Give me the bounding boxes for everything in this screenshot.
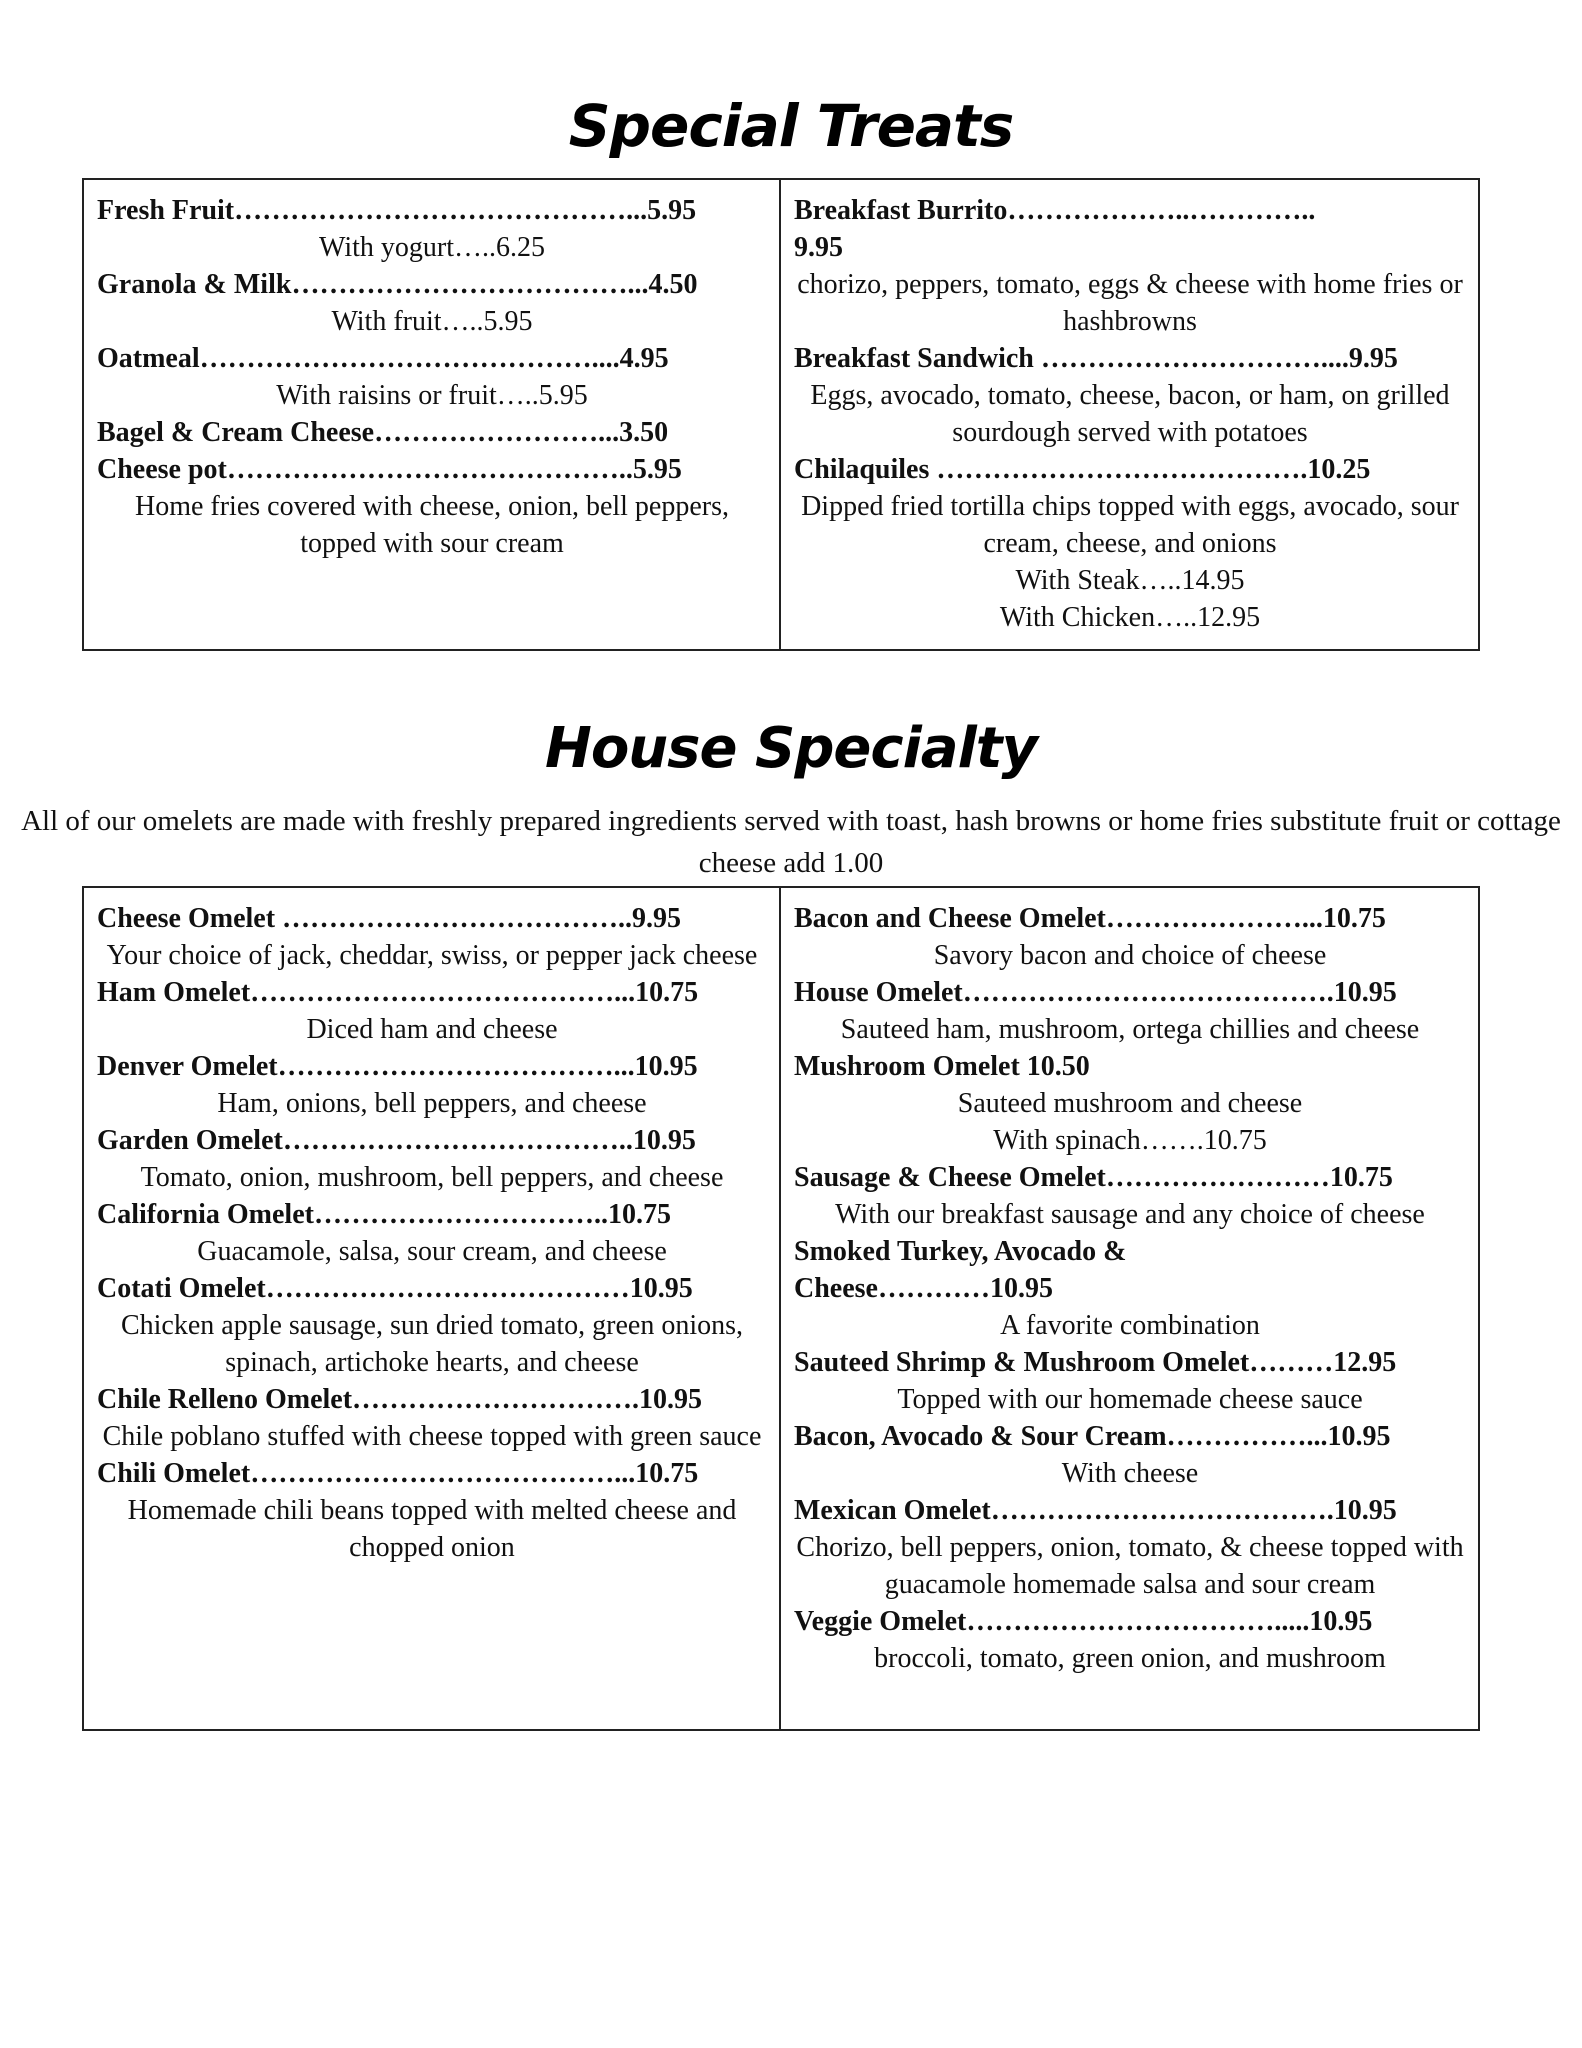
house-specialty-intro: All of our omelets are made with freshly prepared ingredients served with toast, hash browns or home fries substitute fruit or cottage cheese add 1.00 (21, 805, 1561, 879)
menu-item-description: Chorizo, bell peppers, onion, tomato, & cheese topped with guacamole homemade salsa and sour cream (796, 1532, 1464, 1600)
menu-item-name: Cheese pot……………………………………..5.95 (97, 454, 682, 485)
menu-item (794, 1492, 1466, 1603)
menu-item-name: Denver Omelet………………………………...10.95 (97, 1051, 698, 1082)
menu-item (794, 340, 1466, 451)
menu-item (794, 974, 1466, 1048)
menu-item-description: Topped with our homemade cheese sauce (897, 1384, 1363, 1415)
menu-item-description: With cheese (1061, 1458, 1199, 1489)
menu-item-description: Chile poblano stuffed with cheese topped with green sauce (102, 1421, 762, 1452)
menu-item-name: Sauteed Shrimp & Mushroom Omelet………12.95 (794, 1347, 1397, 1378)
menu-item-description: With our breakfast sausage and any choice of cheese (835, 1199, 1425, 1230)
menu-item (97, 1122, 767, 1196)
menu-item-name: Sausage & Cheese Omelet……………………10.75 (794, 1162, 1393, 1193)
house-specialty-table (82, 886, 1480, 1731)
menu-item (97, 974, 767, 1048)
menu-item (794, 1048, 1466, 1159)
menu-item-name: Mexican Omelet……………………………….10.95 (794, 1495, 1397, 1526)
menu-item (794, 1418, 1466, 1492)
menu-item-description: chorizo, peppers, tomato, eggs & cheese with home fries or hashbrowns (797, 269, 1463, 337)
menu-item-description: Sauteed ham, mushroom, ortega chillies and cheese (840, 1014, 1420, 1045)
menu-item-description: Savory bacon and choice of cheese (933, 940, 1327, 971)
menu-item-name: Chile Relleno Omelet………………………….10.95 (97, 1384, 703, 1415)
menu-item (97, 340, 767, 414)
menu-item (97, 1381, 767, 1455)
menu-item-description: Diced ham and cheese (306, 1014, 558, 1045)
house-specialty-title: House Specialty (544, 716, 1038, 781)
menu-item (97, 192, 767, 266)
menu-item-name: Garden Omelet………………………………..10.95 (97, 1125, 696, 1156)
menu-item-name: Breakfast Sandwich …………………………....9.95 (794, 343, 1398, 374)
menu-item-description: Guacamole, salsa, sour cream, and cheese (197, 1236, 667, 1267)
menu-item-description: Your choice of jack, cheddar, swiss, or pepper jack cheese (106, 940, 758, 971)
menu-item-description: Ham, onions, bell peppers, and cheese (217, 1088, 647, 1119)
menu-item-name: Cheese Omelet ………………………………..9.95 (97, 903, 682, 934)
menu-item-name: Mushroom Omelet 10.50 (794, 1051, 1090, 1082)
menu-item-description: Tomato, onion, mushroom, bell peppers, and cheese (140, 1162, 724, 1193)
menu-item (97, 266, 767, 340)
menu-item-name: Oatmeal……………………………………....4.95 (97, 343, 669, 374)
menu-item (97, 451, 767, 562)
special-treats-title: Special Treats (568, 92, 1014, 160)
menu-item-name: Breakfast Burrito………………..………….. 9.95 (794, 195, 1316, 263)
menu-item-name: California Omelet…………………………..10.75 (97, 1199, 671, 1230)
special-treats-table (82, 178, 1480, 651)
menu-item-name: Bacon, Avocado & Sour Cream……………...10.95 (794, 1421, 1391, 1452)
menu-item-name: Bacon and Cheese Omelet…………………...10.75 (794, 903, 1386, 934)
menu-item-name: Fresh Fruit……………………………………...5.95 (97, 195, 697, 226)
menu-item-name: Cotati Omelet…………………………………10.95 (97, 1273, 693, 1304)
menu-item-name: Chili Omelet…………………………………...10.75 (97, 1458, 699, 1489)
menu-item (794, 451, 1466, 636)
menu-item-description: Dipped fried tortilla chips topped with eggs, avocado, sour cream, cheese, and onions (801, 491, 1459, 559)
menu-item (794, 1159, 1466, 1233)
menu-item-description: With fruit…..5.95 (331, 306, 533, 337)
menu-item (97, 1270, 767, 1381)
special-treats-left-column (84, 180, 781, 649)
house-specialty-right-column (781, 888, 1478, 1729)
menu-item (97, 1048, 767, 1122)
menu-item-description: With raisins or fruit…..5.95 (276, 380, 588, 411)
menu-item-name: Chilaquiles ………………………………….10.25 (794, 454, 1371, 485)
menu-item-name: House Omelet………………………………….10.95 (794, 977, 1397, 1008)
menu-item-description: Eggs, avocado, tomato, cheese, bacon, or ham, on grilled sourdough served with potatoes (810, 380, 1450, 448)
menu-item (794, 1233, 1466, 1344)
menu-item-description: With spinach…….10.75 (993, 1125, 1267, 1156)
menu-item-description: With yogurt…..6.25 (319, 232, 545, 263)
menu-item-name: Veggie Omelet…………………………….....10.95 (794, 1606, 1373, 1637)
menu-item (794, 900, 1466, 974)
menu-item-description: Chicken apple sausage, sun dried tomato, green onions, spinach, artichoke hearts, and cheese (120, 1310, 744, 1378)
menu-item (794, 192, 1466, 340)
menu-item-description: Sauteed mushroom and cheese (957, 1088, 1303, 1119)
menu-item-description: broccoli, tomato, green onion, and mushroom (874, 1643, 1386, 1674)
menu-item (794, 1344, 1466, 1418)
menu-item-description: A favorite combination (1000, 1310, 1260, 1341)
menu-item-name: Smoked Turkey, Avocado & Cheese…………10.95 (794, 1236, 1127, 1304)
special-treats-right-column (781, 180, 1478, 649)
menu-item-description: With Steak…..14.95 (1015, 565, 1245, 596)
menu-item-name: Granola & Milk………………………………...4.50 (97, 269, 698, 300)
menu-item (97, 1196, 767, 1270)
menu-item (97, 900, 767, 974)
menu-item-description: Home fries covered with cheese, onion, bell peppers, topped with sour cream (134, 491, 729, 559)
menu-item (97, 1455, 767, 1566)
menu-item-description: Homemade chili beans topped with melted cheese and chopped onion (127, 1495, 737, 1563)
menu-item-description: With Chicken…..12.95 (999, 602, 1261, 633)
menu-item-name: Ham Omelet…………………………………...10.75 (97, 977, 699, 1008)
menu-item-name: Bagel & Cream Cheese……………………...3.50 (97, 417, 669, 448)
house-specialty-left-column (84, 888, 781, 1729)
menu-item (794, 1603, 1466, 1677)
menu-item (97, 414, 767, 451)
